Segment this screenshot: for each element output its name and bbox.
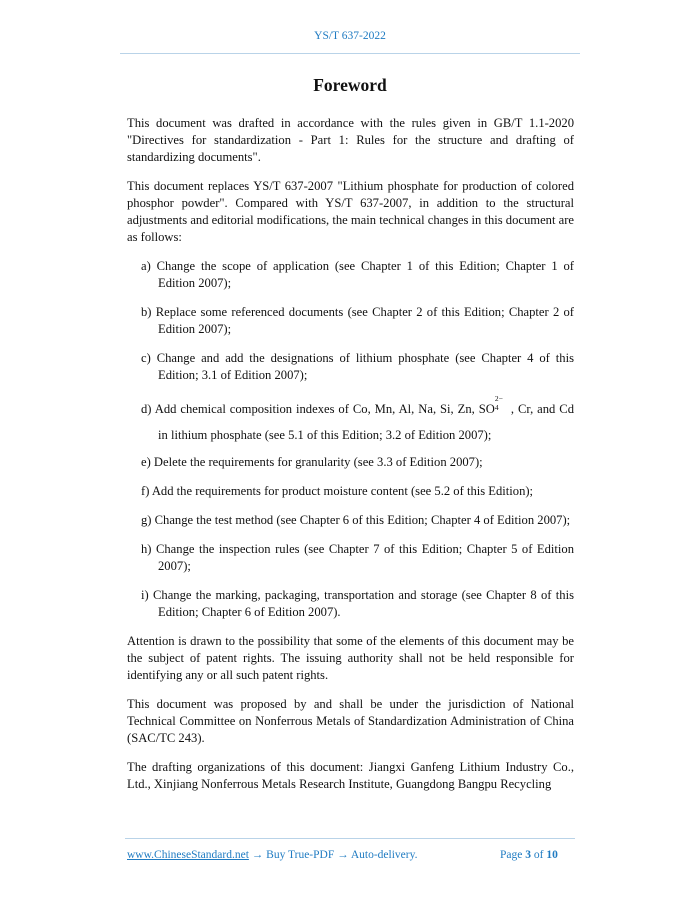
page-total: 10 [546, 849, 558, 861]
change-item-g: g) Change the test method (see Chapter 6 of this Edition; Chapter 4 of Edition 2007); [141, 513, 571, 527]
paragraph-patent-notice: Attention is drawn to the possibility that some of the elements of this document may be the subject of patent rights. The issuing authority shall not be held responsible for identifying any or all such patent rights. [127, 634, 574, 682]
running-header: YS/T 637-2022 [314, 30, 386, 42]
header-divider [120, 53, 580, 54]
page-indicator [500, 849, 558, 861]
footer-divider [125, 838, 575, 839]
website-link[interactable]: www.ChineseStandard.net [127, 849, 249, 861]
document-body [127, 115, 574, 805]
change-item-d-text-end: , Cr, and Cd in lithium phosphate (see 5.1 of this Edition; 3.2 of Edition 2007); [158, 402, 574, 442]
change-item-b: b) Replace some referenced documents (see Chapter 2 of this Edition; Chapter 2 of Edition 2007); [141, 305, 574, 336]
sulfate-formula-base: SO [478, 402, 495, 416]
page-label: Page [500, 849, 523, 861]
footer-promo-text: → Buy True-PDF → Auto-delivery. [248, 849, 418, 861]
change-item-d [141, 396, 574, 448]
paragraph-drafting-organizations: The drafting organizations of this document: Jiangxi Ganfeng Lithium Industry Co., Ltd., Xinjiang Nonferrous Metals Research Institute, Guangdong Bangpu Recycling [127, 760, 574, 791]
paragraph-drafting-rules: This document was drafted in accordance with the rules given in GB/T 1.1-2020 "Directives for standardization - Part 1: Rules for the structure and drafting of standardizing documents". [127, 116, 574, 164]
change-item-d-text-start: d) Add chemical composition indexes of Co, Mn, Al, Na, Si, Zn, [141, 402, 479, 416]
change-item-i: i) Change the marking, packaging, transportation and storage (see Chapter 8 of this Edition; Chapter 6 of Edition 2007). [141, 588, 574, 619]
paragraph-replacement: This document replaces YS/T 637-2007 "Lithium phosphate for production of colored phosphor powder". Compared with YS/T 637-2007, in addition to the structural adjustments and editorial modifications, the main technical changes in this document are as follows: [127, 179, 574, 244]
sulfate-formula-charge: 2− [494, 394, 503, 403]
paragraph-jurisdiction: This document was proposed by and shall be under the jurisdiction of National Technical Committee on Nonferrous Metals of Standardization Administration of China (SAC/TC 243). [127, 697, 574, 745]
page-of: of [533, 849, 544, 861]
sulfate-formula-subscript: 4 [494, 403, 499, 412]
change-item-f: f) Add the requirements for product moisture content (see 5.2 of this Edition); [141, 484, 534, 498]
sulfate-formula [478, 394, 511, 416]
change-item-c: c) Change and add the designations of lithium phosphate (see Chapter 4 of this Edition; 3.1 of Edition 2007); [141, 351, 574, 382]
change-item-h: h) Change the inspection rules (see Chapter 7 of this Edition; Chapter 5 of Edition 2007); [141, 542, 574, 573]
sulfate-formula-indices [494, 394, 511, 413]
footer-promo [127, 849, 417, 861]
change-item-a: a) Change the scope of application (see Chapter 1 of this Edition; Chapter 1 of Edition 2007); [141, 259, 574, 290]
page-title: Foreword [313, 75, 387, 95]
page-current: 3 [525, 849, 531, 861]
change-item-e: e) Delete the requirements for granularity (see 3.3 of Edition 2007); [141, 455, 483, 469]
